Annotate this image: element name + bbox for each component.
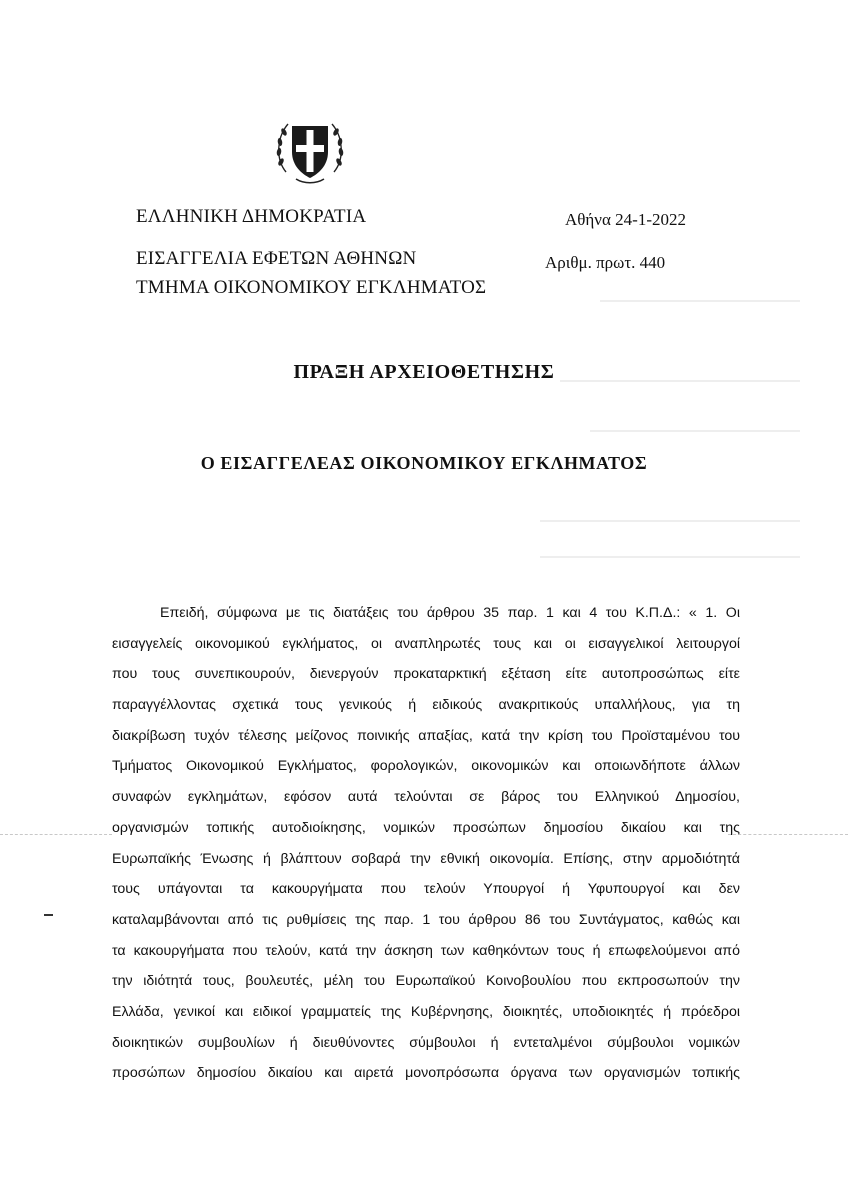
scan-bleed	[600, 300, 800, 302]
office-heading: ΕΙΣΑΓΓΕΛΙΑ ΕΦΕΤΩΝ ΑΘΗΝΩΝ	[136, 248, 417, 269]
state-heading: ΕΛΛΗΝΙΚΗ ΔΗΜΟΚΡΑΤΙΑ	[136, 206, 367, 227]
document-body	[112, 598, 740, 1089]
department-heading: ΤΜΗΜΑ ΟΙΚΟΝΟΜΙΚΟΥ ΕΓΚΛΗΜΑΤΟΣ	[136, 277, 487, 298]
scan-bleed	[590, 430, 800, 432]
body-line: που τους συνεπικουρούν, διενεργούν προκαταρκτική εξέταση είτε αυτοπροσώπως είτε	[112, 666, 740, 683]
document-subtitle: Ο ΕΙΣΑΓΓΕΛΕΑΣ ΟΙΚΟΝΟΜΙΚΟΥ ΕΓΚΛΗΜΑΤΟΣ	[200, 453, 648, 473]
body-line: καταλαμβάνονται από τις ρυθμίσεις της παρ. 1 του άρθρου 86 του Συντάγματος, καθώς και	[112, 911, 740, 928]
scan-artifact-mark	[44, 914, 53, 916]
scan-artifact-line	[728, 834, 848, 835]
hellenic-coat-of-arms-icon	[272, 112, 348, 188]
body-line: την ιδιότητά τους, βουλευτές, μέλη του Ευρωπαϊκού Κοινοβουλίου που εκπροσωπούν την	[112, 973, 740, 990]
protocol-number: Αριθμ. πρωτ. 440	[545, 253, 666, 272]
scan-artifact-line	[0, 834, 112, 835]
body-line: παραγγέλλοντας σχετικά τους γενικούς ή ειδικούς ανακριτικούς υπαλλήλους, για τη	[112, 697, 740, 714]
body-line: προσώπων δημοσίου δικαίου και αιρετά μονοπρόσωπα όργανα των οργανισμών τοπικής	[112, 1065, 740, 1082]
body-line: τους υπάγονται τα κακουργήματα που τελούν Υπουργοί ή Υφυπουργοί και δεν	[112, 881, 740, 898]
body-line: εισαγγελείς οικονομικού εγκλήματος, οι αναπληρωτές τους και οι εισαγγελικοί λειτουργοί	[112, 635, 740, 652]
scan-bleed	[540, 520, 800, 522]
body-line: Επειδή, σύμφωνα με τις διατάξεις του άρθρου 35 παρ. 1 και 4 του Κ.Π.Δ.: « 1. Οι	[160, 605, 740, 621]
body-line: διακρίβωση τυχόν τέλεσης μείζονος ποινικής απαξίας, κατά την κρίση του Προϊσταμένου του	[112, 727, 740, 744]
body-line: διοικητικών συμβουλίων ή διευθύνοντες σύμβουλοι ή εντεταλμένοι σύμβουλοι νομικών	[112, 1034, 740, 1051]
body-line: τα κακουργήματα που τελούν, κατά την άσκηση των καθηκόντων τους ή επωφελούμενοι από	[112, 942, 740, 959]
body-line: Ευρωπαϊκής Ένωσης ή βλάπτουν σοβαρά την εθνική οικονομία. Επίσης, στην αρμοδιότητά	[112, 850, 740, 867]
document-title: ΠΡΑΞΗ ΑΡΧΕΙΟΘΕΤΗΣΗΣ	[293, 361, 555, 383]
scan-bleed	[540, 556, 800, 558]
body-line: Ελλάδα, γενικοί και ειδικοί γραμματείς της Κυβέρνησης, διοικητές, υποδιοικητές ή πρόεδροι	[112, 1003, 740, 1020]
document-date: Αθήνα 24-1-2022	[565, 210, 686, 229]
body-line: συναφών εγκλημάτων, εφόσον αυτά τελούνται σε βάρος του Ελληνικού Δημοσίου,	[112, 789, 740, 806]
body-line: Τμήματος Οικονομικού Εγκλήματος, φορολογικών, οικονομικών και οποιωνδήποτε άλλων	[112, 758, 740, 775]
body-line: οργανισμών τοπικής αυτοδιοίκησης, νομικών προσώπων δημοσίου δικαίου και της	[112, 819, 740, 836]
